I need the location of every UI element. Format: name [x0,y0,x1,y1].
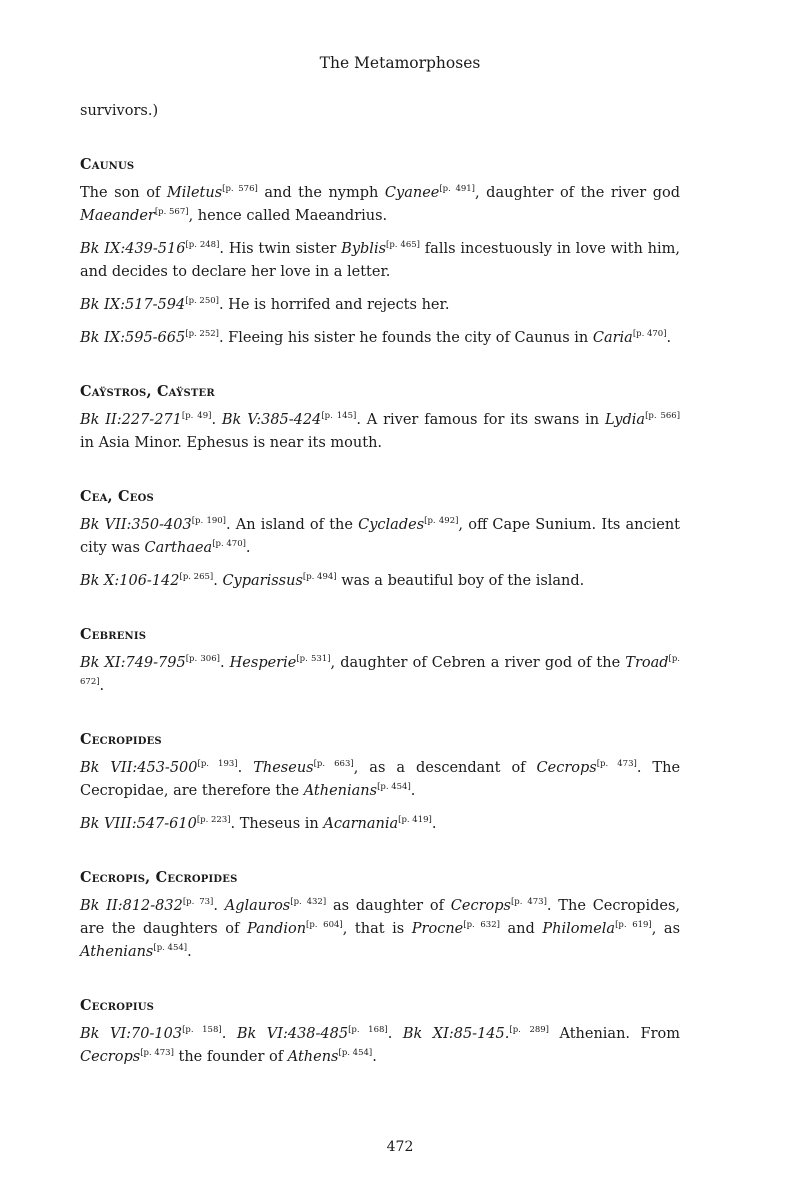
page-number: 472 [386,1139,414,1155]
italic-term: Aglauros [224,898,291,914]
text-segment: , that is [342,921,412,937]
glossary-entry [80,153,680,350]
page-ref-link[interactable]: [p. 663] [313,759,354,770]
page-ref-link[interactable]: [p. 531] [296,654,331,665]
entry-heading: Cecropius [80,997,155,1014]
text-segment: , as [651,921,681,937]
entry-heading: Caunus [80,156,135,173]
page-ref-link[interactable]: [p. 190] [191,516,226,527]
running-header: The Metamorphoses [319,54,481,72]
italic-term: Cyclades [358,517,425,533]
text-segment: . [372,1049,377,1065]
entry-paragraph [80,238,680,284]
italic-term: Bk XI:749-795 [80,655,186,671]
entry-heading: Cea, Ceos [80,488,154,505]
page-ref-link[interactable]: [p. 289] [509,1025,549,1036]
text-segment: . [431,816,437,832]
entry-paragraph [80,1023,680,1069]
italic-term: Pandion [246,921,307,937]
italic-term: Theseus [253,760,314,776]
italic-term: Athens [287,1049,339,1065]
page-ref-link[interactable]: [p. 494] [302,572,337,583]
page-ref-link[interactable]: [p. 473] [510,897,547,908]
page-ref-link[interactable]: [p. 223] [196,815,231,826]
glossary-entry [80,380,680,455]
text-segment: . [666,330,672,346]
page-ref-link[interactable]: [p. 465] [386,240,420,251]
page-ref-link[interactable]: [p. 250] [185,296,219,307]
text-segment: . [219,655,230,671]
italic-term: Bk IX:439-516 [80,241,186,257]
entry-paragraph [80,514,680,560]
text-segment: The son of [80,185,167,201]
italic-term: Bk IX:595-665 [80,330,186,346]
italic-term: Athenians [303,783,378,799]
page-ref-link[interactable]: [p. 454] [377,782,411,793]
italic-term: Procne [411,921,464,937]
page-ref-link[interactable]: [p. 491] [439,184,476,195]
text-segment: . A river famous for its swans in [356,412,605,428]
italic-term: Bk VI:438-485 [236,1026,349,1042]
entry-paragraph [80,327,680,350]
text-segment: , off Cape Sunium. Its ancient city was [80,517,681,556]
text-segment: . [410,783,416,799]
text-segment: . [387,1026,403,1042]
page-ref-link[interactable]: [p. 567] [154,207,189,218]
italic-term: Acarnania [323,816,399,832]
page-ref-link[interactable]: [p. 145] [321,411,357,422]
italic-term: Carthaea [144,540,213,556]
page-ref-link[interactable]: [p. 470] [212,539,246,550]
entry-paragraph [80,652,680,698]
page-ref-link[interactable]: [p. 454] [338,1048,373,1059]
italic-term: Bk XI:85-145. [402,1026,510,1042]
italic-term: Cyanee [384,185,440,201]
page-ref-link[interactable]: [p. 49] [181,411,212,422]
text-segment: , as a descendant of [353,760,537,776]
page-ref-link[interactable]: [p. 473] [596,759,637,770]
entry-heading: Cebrenis [80,626,147,643]
italic-term: Bk VII:350-403 [80,517,192,533]
italic-term: Bk II:812-832 [80,898,183,914]
italic-term: Bk II:227-271 [80,412,182,428]
italic-term: Caria [592,330,633,346]
page-ref-link[interactable]: [p. 492] [424,516,459,527]
page-ref-link[interactable]: [p. 419] [398,815,432,826]
italic-term: Cyparissus [222,573,303,589]
text-segment: . [211,412,222,428]
page-ref-link[interactable]: [p. 168] [348,1025,388,1036]
text-segment: . The Cecropidae, are therefore the [80,760,681,799]
italic-term: Troad [625,655,669,671]
italic-term: Cecrops [450,898,511,914]
content-body [80,100,680,1079]
text-segment: . [213,898,225,914]
text-segment: was a beautiful boy of the island. [336,573,585,589]
italic-term: Cecrops [536,760,597,776]
entry-paragraph [80,409,680,455]
text-segment: . [213,573,223,589]
page-ref-link[interactable]: [p. 193] [197,759,238,770]
text-segment: . His twin sister [219,241,342,257]
text-segment: . [99,678,105,694]
text-segment: , hence called Maeandrius. [188,208,388,224]
page-ref-link[interactable]: [p. 576] [222,184,258,195]
page-ref-link[interactable]: [p. 604] [306,920,343,931]
entry-paragraph [80,182,680,228]
text-segment: . Theseus in [230,816,324,832]
text-segment: and the nymph [257,185,385,201]
page-ref-link[interactable]: [p. 248] [185,240,220,251]
text-segment: . He is horrifed and rejects her. [218,297,450,313]
italic-term: Lydia [604,412,646,428]
entry-paragraph [80,757,680,803]
page-ref-link[interactable]: [p. 265] [179,572,214,583]
text-segment: falls incestuously in love with him, and decides to declare her love in a letter. [80,241,681,280]
italic-term: Athenians [80,944,154,960]
page-ref-link[interactable]: [p. 454] [153,943,188,954]
entry-heading: Cecropides [80,731,162,748]
italic-term: Bk VII:453-500 [80,760,198,776]
text-segment: in Asia Minor. Ephesus is near its mouth. [80,435,383,451]
page-ref-link[interactable]: [p. 470] [632,329,667,340]
italic-term: Bk VI:70-103 [80,1026,183,1042]
text-segment: . An island of the [225,517,359,533]
text-segment: the founder of [173,1049,288,1065]
page-ref-link[interactable]: [p. 619] [615,920,652,931]
page-ref-link[interactable]: [p. 473] [140,1048,174,1059]
entry-paragraph [80,895,680,964]
text-segment: . [245,540,251,556]
italic-term: Bk V:385-424 [221,412,322,428]
italic-term: Philomela [542,921,616,937]
page-ref-link[interactable]: [p. 566] [645,411,681,422]
page-ref-link[interactable]: [p. 306] [185,654,220,665]
entry-heading: Cecropis, Cecropides [80,869,238,886]
intro-text: survivors.) [80,103,159,119]
text-segment: Athenian. From [548,1026,681,1042]
italic-term: Maeander [80,208,155,224]
glossary-entry [80,485,680,593]
text-segment: . [187,944,192,960]
entry-heading: Caÿstros, Caÿster [80,383,215,400]
page-ref-link[interactable]: [p. 252] [185,329,219,340]
page-ref-link[interactable]: [p. 672] [80,654,681,688]
text-segment: , daughter of the river god [475,185,681,201]
glossary-entry [80,623,680,698]
text-segment: . [221,1026,237,1042]
entry-paragraph [80,294,680,317]
italic-term: Bk X:106-142 [80,573,180,589]
italic-term: Bk IX:517-594 [80,297,186,313]
glossary-entry [80,728,680,836]
page-ref-link[interactable]: [p. 632] [463,920,500,931]
italic-term: Cecrops [80,1049,141,1065]
text-segment: . The Cecropides, are the daughters of [80,898,680,937]
entry-paragraph [80,813,680,836]
text-segment: , daughter of Cebren a river god of the [330,655,626,671]
glossary-entry [80,866,680,964]
page-ref-link[interactable]: [p. 73] [182,897,214,908]
italic-term: Bk VIII:547-610 [80,816,197,832]
italic-term: Hesperie [229,655,297,671]
text-segment: as daughter of [326,898,451,914]
text-segment: and [499,921,543,937]
italic-term: Miletus [166,185,223,201]
page-ref-link[interactable]: [p. 432] [290,897,327,908]
page-ref-link[interactable]: [p. 158] [182,1025,222,1036]
italic-term: Byblis [341,241,387,257]
text-segment: . [237,760,254,776]
entry-paragraph [80,570,680,593]
glossary-entry [80,994,680,1069]
text-segment: . Fleeing his sister he founds the city of Caunus in [218,330,593,346]
